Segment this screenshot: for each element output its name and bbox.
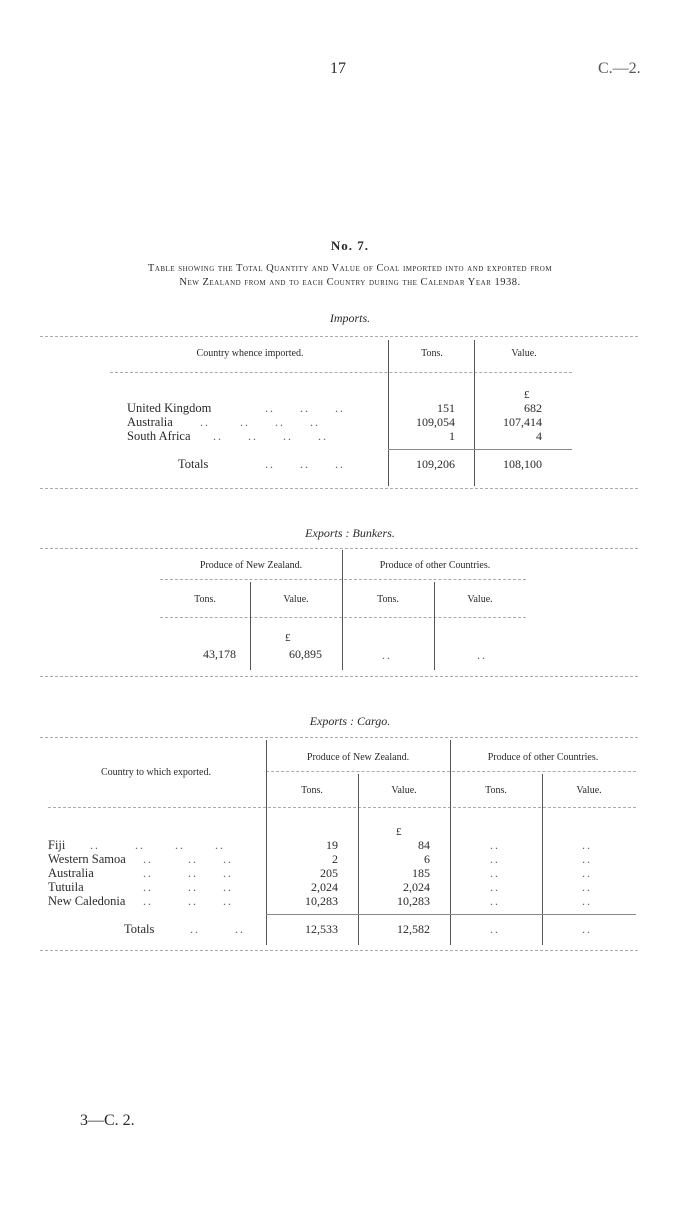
bunkers-nz-tons: 43,178 (203, 647, 236, 661)
imports-heading: Imports. (329, 311, 371, 325)
imports-tons: 1 (449, 429, 455, 443)
bunkers-divider-nz (250, 582, 251, 670)
cargo-nz-value: 10,283 (397, 894, 430, 908)
bunkers-heading: Exports : Bunkers. (305, 526, 395, 540)
imports-leader-dots: .. .. .. (265, 401, 345, 415)
imports-value: 4 (536, 429, 542, 443)
cargo-other-tons: .. (490, 852, 500, 866)
cargo-col-nz-value: Value. (391, 785, 417, 796)
cargo-other-value: .. (582, 880, 592, 894)
imports-currency: £ (524, 389, 530, 401)
table-title (30, 262, 670, 290)
cargo-nz-tons: 19 (326, 838, 338, 852)
cargo-nz-tons: 10,283 (305, 894, 338, 908)
imports-bottom-rule (40, 488, 638, 489)
cargo-nz-tons: 205 (320, 866, 338, 880)
imports-value: 682 (524, 401, 542, 415)
imports-tons: 151 (437, 401, 455, 415)
cargo-other-tons: .. (490, 866, 500, 880)
imports-leader-dots: .. .. .. .. (213, 429, 328, 443)
cargo-country: Fiji (48, 838, 66, 852)
cargo-country: Western Samoa (48, 852, 126, 866)
bunkers-currency: £ (285, 632, 291, 644)
cargo-totals-rule (266, 914, 636, 915)
bunkers-group-other: Produce of other Countries. (379, 560, 491, 571)
cargo-leader-dots: .. .. .. (143, 880, 233, 894)
bunkers-group-nz: Produce of New Zealand. (199, 560, 303, 571)
imports-leader-dots: .. .. .. .. (200, 415, 320, 429)
bunkers-header-rule (160, 617, 526, 618)
cargo-nz-value: 6 (424, 852, 430, 866)
bunkers-bottom-rule (40, 676, 638, 677)
cargo-country: Tutuila (48, 880, 84, 894)
bunkers-divider-other (434, 582, 435, 670)
cargo-other-value: .. (582, 894, 592, 908)
cargo-other-value: .. (582, 866, 592, 880)
cargo-totals-other-tons: .. (490, 922, 500, 936)
cargo-leader-dots: .. .. .. (143, 894, 233, 908)
page-reference: C.—2. (598, 60, 641, 77)
imports-country: Australia (127, 415, 173, 429)
bunkers-col-nz-value: Value. (283, 594, 309, 605)
cargo-group-rule (266, 771, 636, 772)
cargo-col-nz-tons: Tons. (301, 785, 323, 796)
imports-header-rule (110, 372, 572, 373)
table-title-line-2: New Zealand from and to each Country during the Calendar Year 1938. (179, 277, 521, 288)
imports-totals-rule (388, 449, 572, 450)
cargo-other-tons: .. (490, 838, 500, 852)
footer-signature: 3—C. 2. (80, 1112, 135, 1129)
imports-col-tons: Tons. (421, 348, 443, 359)
cargo-country: New Caledonia (48, 894, 126, 908)
bunkers-col-other-tons: Tons. (377, 594, 399, 605)
cargo-totals-other-value: .. (582, 922, 592, 936)
cargo-leader-dots: .. .. .. (143, 852, 233, 866)
bunkers-group-rule (160, 579, 526, 580)
cargo-other-tons: .. (490, 880, 500, 894)
imports-leader-dots: .. .. .. (265, 457, 345, 471)
cargo-group-other: Produce of other Countries. (487, 752, 599, 763)
imports-value: 107,414 (503, 415, 542, 429)
cargo-other-value: .. (582, 838, 592, 852)
cargo-nz-value: 2,024 (403, 880, 430, 894)
bunkers-other-value: .. (477, 648, 487, 662)
cargo-top-rule (40, 737, 638, 738)
cargo-heading: Exports : Cargo. (309, 714, 391, 728)
imports-divider-2 (474, 340, 475, 486)
bunkers-col-nz-tons: Tons. (194, 594, 216, 605)
cargo-col-other-value: Value. (576, 785, 602, 796)
bunkers-top-rule (40, 548, 638, 549)
bunkers-nz-value: 60,895 (289, 647, 322, 661)
imports-tons: 109,054 (416, 415, 455, 429)
cargo-divider-nz (358, 774, 359, 945)
cargo-totals-label: Totals (124, 922, 155, 936)
imports-country: South Africa (127, 429, 191, 443)
bunkers-divider-mid (342, 550, 343, 670)
page-number: 17 (330, 60, 346, 77)
cargo-other-tons: .. (490, 894, 500, 908)
cargo-leader-dots: .. .. .. .. (90, 838, 225, 852)
cargo-divider-other (542, 774, 543, 945)
imports-top-rule (40, 336, 638, 337)
cargo-nz-tons: 2 (332, 852, 338, 866)
cargo-col-other-tons: Tons. (485, 785, 507, 796)
cargo-country: Australia (48, 866, 94, 880)
imports-totals-tons: 109,206 (416, 457, 455, 471)
cargo-totals-tons: 12,533 (305, 922, 338, 936)
imports-totals-value: 108,100 (503, 457, 542, 471)
cargo-other-value: .. (582, 852, 592, 866)
table-title-line-1: Table showing the Total Quantity and Value of Coal imported into and exported from (147, 263, 553, 274)
cargo-header-rule (48, 807, 636, 808)
cargo-nz-value: 185 (412, 866, 430, 880)
table-number: No. 7. (330, 238, 370, 253)
cargo-leader-dots: .. .. .. (143, 866, 233, 880)
imports-col-value: Value. (511, 348, 537, 359)
cargo-nz-value: 84 (418, 838, 430, 852)
imports-col-country: Country whence imported. (196, 348, 304, 359)
imports-country: United Kingdom (127, 401, 212, 415)
cargo-totals-value: 12,582 (397, 922, 430, 936)
imports-divider-1 (388, 340, 389, 486)
cargo-col-country: Country to which exported. (101, 767, 211, 778)
cargo-leader-dots: .. .. (190, 922, 245, 936)
cargo-group-nz: Produce of New Zealand. (306, 752, 410, 763)
imports-totals-label: Totals (178, 457, 209, 471)
bunkers-other-tons: .. (382, 648, 392, 662)
cargo-currency: £ (396, 826, 402, 838)
cargo-bottom-rule (40, 950, 638, 951)
cargo-nz-tons: 2,024 (311, 880, 338, 894)
bunkers-col-other-value: Value. (467, 594, 493, 605)
